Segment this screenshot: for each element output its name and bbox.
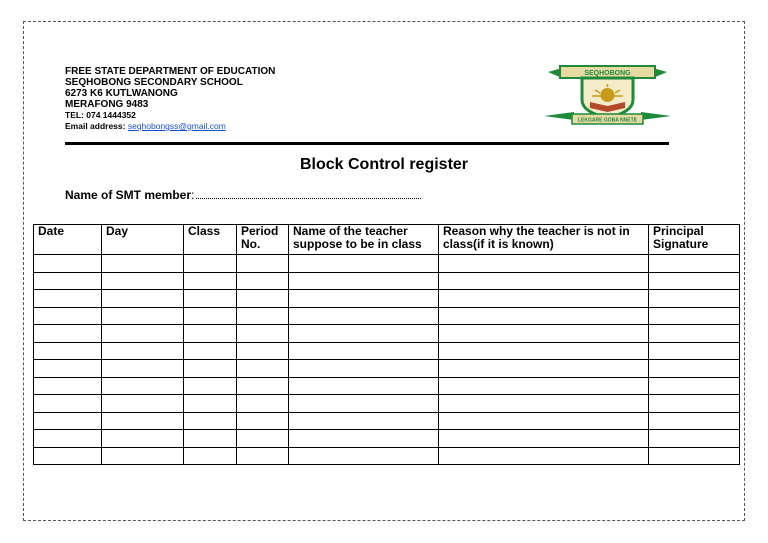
cell-date[interactable] [34,377,102,395]
cell-reason[interactable] [439,430,649,448]
column-header-class: Class [184,225,237,255]
header-line-address: 6273 K6 KUTLWANONG [65,88,178,99]
email-label: Email address: [65,121,128,131]
cell-class[interactable] [184,325,237,343]
column-header-teacher-name: Name of the teacher suppose to be in class [289,225,439,255]
cell-class[interactable] [184,377,237,395]
table-row [34,430,740,448]
cell-class[interactable] [184,360,237,378]
cell-day[interactable] [102,342,184,360]
header-email-line [65,121,275,132]
cell-date[interactable] [34,307,102,325]
smt-member-field [65,188,421,202]
cell-principal-signature[interactable] [649,307,740,325]
cell-reason[interactable] [439,412,649,430]
table-row [34,377,740,395]
table-row [34,290,740,308]
smt-member-fill-line[interactable] [196,188,421,199]
cell-principal-signature[interactable] [649,360,740,378]
table-row [34,342,740,360]
page-title: Block Control register [299,156,469,173]
cell-teacher-name[interactable] [289,395,439,413]
smt-member-colon: : [191,188,195,202]
cell-class[interactable] [184,430,237,448]
cell-date[interactable] [34,272,102,290]
cell-date[interactable] [34,255,102,273]
table-header-row [34,225,740,255]
cell-day[interactable] [102,447,184,465]
cell-teacher-name[interactable] [289,255,439,273]
cell-reason[interactable] [439,290,649,308]
cell-principal-signature[interactable] [649,255,740,273]
cell-class[interactable] [184,395,237,413]
cell-teacher-name[interactable] [289,307,439,325]
email-link[interactable]: seqhobongss@gmail.com [127,121,226,131]
cell-principal-signature[interactable] [649,272,740,290]
cell-period[interactable] [237,272,289,290]
cell-class[interactable] [184,447,237,465]
cell-date[interactable] [34,325,102,343]
cell-reason[interactable] [439,377,649,395]
cell-date[interactable] [34,290,102,308]
cell-class[interactable] [184,255,237,273]
cell-period[interactable] [237,360,289,378]
cell-reason[interactable] [439,307,649,325]
cell-class[interactable] [184,342,237,360]
cell-teacher-name[interactable] [289,272,439,290]
cell-date[interactable] [34,395,102,413]
cell-teacher-name[interactable] [289,342,439,360]
cell-period[interactable] [237,342,289,360]
table-row [34,395,740,413]
cell-day[interactable] [102,377,184,395]
column-header-period: Period No. [237,225,289,255]
cell-period[interactable] [237,447,289,465]
cell-day[interactable] [102,395,184,413]
cell-day[interactable] [102,360,184,378]
cell-period[interactable] [237,255,289,273]
cell-day[interactable] [102,307,184,325]
logo-top-banner-text: SEQHOBONG [584,70,631,77]
cell-class[interactable] [184,412,237,430]
cell-reason[interactable] [439,272,649,290]
cell-teacher-name[interactable] [289,360,439,378]
school-logo [540,62,675,128]
cell-period[interactable] [237,395,289,413]
table-row [34,272,740,290]
column-header-principal-signature: Principal Signature [649,225,740,255]
register-body [34,255,740,465]
cell-principal-signature[interactable] [649,447,740,465]
cell-day[interactable] [102,255,184,273]
cell-date[interactable] [34,430,102,448]
cell-reason[interactable] [439,325,649,343]
table-row [34,307,740,325]
cell-date[interactable] [34,360,102,378]
cell-principal-signature[interactable] [649,342,740,360]
cell-period[interactable] [237,325,289,343]
cell-reason[interactable] [439,395,649,413]
cell-principal-signature[interactable] [649,395,740,413]
logo-sun [601,88,615,102]
cell-day[interactable] [102,272,184,290]
table-row [34,412,740,430]
header-line-department: FREE STATE DEPARTMENT OF EDUCATION [65,66,276,77]
cell-teacher-name[interactable] [289,290,439,308]
register-table [33,224,740,465]
cell-teacher-name[interactable] [289,430,439,448]
column-header-day: Day [102,225,184,255]
cell-day[interactable] [102,430,184,448]
header-line-school: SEQHOBONG SECONDARY SCHOOL [65,77,243,88]
column-header-date: Date [34,225,102,255]
smt-member-label: Name of SMT member [65,188,192,202]
cell-class[interactable] [184,290,237,308]
logo-bottom-ribbon-tail-left [544,112,574,120]
table-row [34,360,740,378]
cell-principal-signature[interactable] [649,325,740,343]
cell-day[interactable] [102,412,184,430]
logo-bottom-ribbon-tail-right [641,112,671,120]
cell-date[interactable] [34,342,102,360]
cell-teacher-name[interactable] [289,377,439,395]
cell-reason[interactable] [439,447,649,465]
cell-teacher-name[interactable] [289,325,439,343]
column-header-reason: Reason why the teacher is not in class(if it is known) [439,225,649,255]
cell-principal-signature[interactable] [649,430,740,448]
cell-day[interactable] [102,290,184,308]
header-telephone: TEL: 074 1444352 [65,110,136,120]
cell-principal-signature[interactable] [649,412,740,430]
cell-principal-signature[interactable] [649,290,740,308]
cell-principal-signature[interactable] [649,377,740,395]
header-divider [65,142,669,145]
cell-period[interactable] [237,412,289,430]
cell-date[interactable] [34,447,102,465]
table-row [34,325,740,343]
cell-teacher-name[interactable] [289,412,439,430]
logo-bottom-banner-text: LEKGARE GOBA NNETE [578,117,637,124]
cell-teacher-name[interactable] [289,447,439,465]
table-row [34,447,740,465]
cell-date[interactable] [34,412,102,430]
cell-day[interactable] [102,325,184,343]
cell-class[interactable] [184,307,237,325]
table-row [34,255,740,273]
cell-period[interactable] [237,430,289,448]
cell-class[interactable] [184,272,237,290]
cell-period[interactable] [237,377,289,395]
cell-reason[interactable] [439,342,649,360]
cell-reason[interactable] [439,360,649,378]
cell-period[interactable] [237,307,289,325]
school-header [65,66,275,132]
header-line-town: MERAFONG 9483 [65,99,149,110]
cell-period[interactable] [237,290,289,308]
cell-reason[interactable] [439,255,649,273]
